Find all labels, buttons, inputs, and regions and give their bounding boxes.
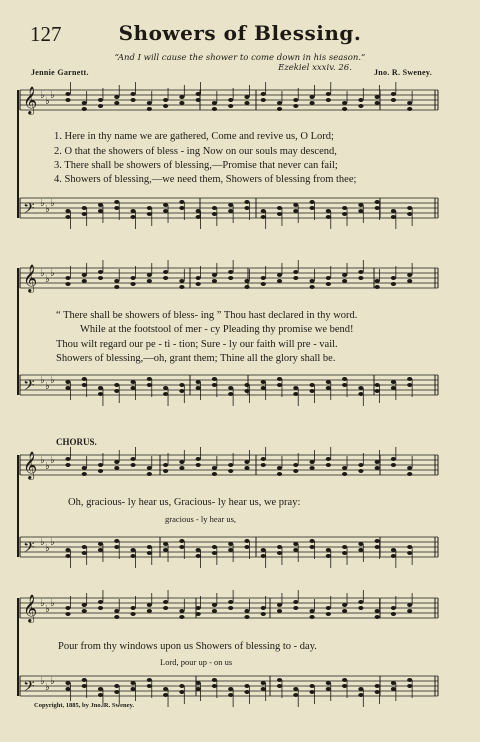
staff-6 <box>20 537 438 568</box>
verse-2-line-2: While at the footstool of mer - cy Pleading thy promise we bend! <box>80 324 354 335</box>
svg-text:♭: ♭ <box>50 90 55 101</box>
svg-text:♭: ♭ <box>50 598 55 609</box>
staff-7 <box>20 590 438 623</box>
svg-text:♭: ♭ <box>50 268 55 279</box>
staff-4 <box>20 375 438 406</box>
staff-2 <box>20 198 438 229</box>
verse-2-line-1: 2. O that the showers of bless - ing Now on our souls may descend, <box>54 146 337 157</box>
svg-text:♭: ♭ <box>40 537 45 548</box>
epigraph-quote: “And I will cause the shower to come down in his season.” <box>114 53 366 63</box>
svg-text:♭: ♭ <box>40 598 45 609</box>
bass-clef-icon: 𝄢 <box>23 539 35 560</box>
epigraph-reference: Ezekiel xxxiv. 26. <box>278 63 352 73</box>
chorus-line-1: Oh, gracious- ly hear us, Gracious- ly hear us, we pray: <box>68 497 301 508</box>
verse-4-line-1: 4. Showers of blessing,—we need them, Showers of blessing from thee; <box>54 174 357 185</box>
staff-5 <box>20 447 438 480</box>
chorus-line-1-bass: gracious - ly hear us, <box>165 514 237 524</box>
svg-text:♭: ♭ <box>40 375 45 386</box>
treble-clef-icon: 𝄞 <box>23 86 38 114</box>
chorus-line-2: Pour from thy windows upon us Showers of blessing to - day. <box>58 641 317 652</box>
verse-4-line-2: Showers of blessing,—oh, grant them; Thine all the glory shall be. <box>56 353 336 364</box>
svg-text:♭: ♭ <box>45 461 50 472</box>
hymn-title: Showers of Blessing. <box>118 21 362 45</box>
chorus-line-2-bass: Lord, pour up - on us <box>160 657 233 667</box>
svg-text:♭: ♭ <box>50 198 55 209</box>
svg-text:♭: ♭ <box>40 455 45 466</box>
copyright-notice: Copyright, 1885, by Jno. R. Sweney. <box>34 702 135 709</box>
svg-text:♭: ♭ <box>45 682 50 693</box>
svg-text:♭: ♭ <box>45 381 50 392</box>
hymn-number: 127 <box>30 22 62 46</box>
bass-clef-icon: 𝄢 <box>23 200 35 221</box>
svg-text:♭: ♭ <box>50 537 55 548</box>
svg-text:♭: ♭ <box>40 90 45 101</box>
chorus-label: CHORUS. <box>56 437 97 447</box>
verse-3-line-1: 3. There shall be showers of blessing,—Promise that never can fail; <box>54 160 338 171</box>
treble-clef-icon: 𝄞 <box>23 594 38 622</box>
svg-text:♭: ♭ <box>45 543 50 554</box>
author-credit: Jennie Garnett. <box>31 68 89 77</box>
verse-3-line-2: Thou wilt regard our pe - ti - tion; Sure - ly our faith will pre - vail. <box>56 339 338 350</box>
verse-1-line-2: “ There shall be showers of bless- ing ” Thou hast declared in thy word. <box>56 310 358 321</box>
svg-text:♭: ♭ <box>40 268 45 279</box>
treble-clef-icon: 𝄞 <box>23 264 38 292</box>
svg-text:♭: ♭ <box>45 96 50 107</box>
bass-clef-icon: 𝄢 <box>23 377 35 398</box>
svg-text:♭: ♭ <box>40 198 45 209</box>
treble-clef-icon: 𝄞 <box>23 451 38 479</box>
staff-3 <box>20 260 438 293</box>
svg-text:♭: ♭ <box>45 204 50 215</box>
svg-text:♭: ♭ <box>40 676 45 687</box>
svg-text:♭: ♭ <box>45 274 50 285</box>
svg-text:♭: ♭ <box>45 604 50 615</box>
svg-text:♭: ♭ <box>50 375 55 386</box>
svg-text:♭: ♭ <box>50 455 55 466</box>
composer-credit: Jno. R. Sweney. <box>373 68 432 77</box>
svg-text:♭: ♭ <box>50 676 55 687</box>
verse-1-line-1: 1. Here in thy name we are gathered, Come and revive us, O Lord; <box>54 131 334 142</box>
bass-clef-icon: 𝄢 <box>23 678 35 699</box>
staff-1 <box>20 82 438 115</box>
